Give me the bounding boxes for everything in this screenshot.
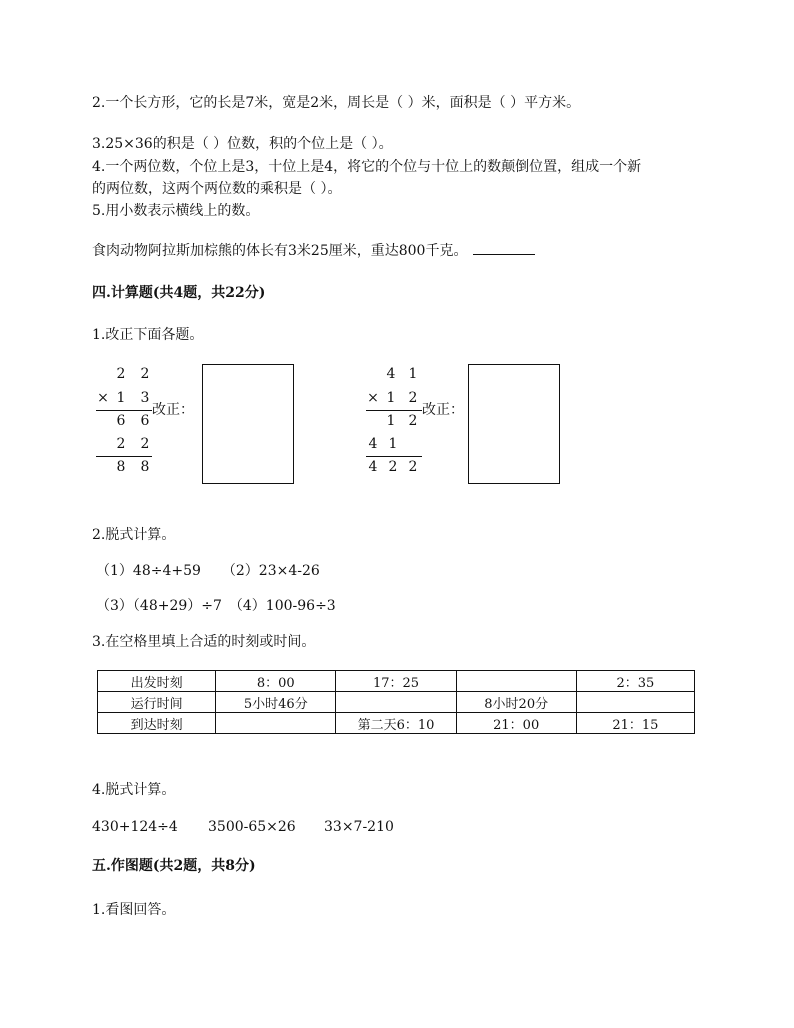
table-row bbox=[98, 692, 695, 713]
calc-b-answer-box[interactable] bbox=[468, 364, 560, 484]
calc-a-r4-d2: 2 bbox=[140, 436, 150, 452]
c2-line1: （1）48÷4+59 （2）23×4-26 bbox=[96, 563, 320, 579]
c4-item-3: 33×7-210 bbox=[324, 819, 394, 835]
calc-b-r5-d1: 4 bbox=[368, 459, 378, 475]
calc-b-r5-d3: 2 bbox=[408, 459, 418, 475]
calc-a-r3-d1: 6 bbox=[116, 413, 126, 429]
c1-title: 1.改正下面各题。 bbox=[92, 327, 204, 343]
q2-text: 2.一个长方形，它的长是7米，宽是2米，周长是（ ）米，面积是（ ）平方米。 bbox=[92, 95, 581, 111]
q5-sentence bbox=[92, 240, 535, 260]
table-cell: 8小时20分 bbox=[456, 692, 576, 713]
table-cell: 第二天6：10 bbox=[336, 713, 456, 734]
table-cell: 运行时间 bbox=[98, 692, 216, 713]
calc-b-line-1 bbox=[366, 410, 422, 411]
table-cell: 21：00 bbox=[456, 713, 576, 734]
c4-title: 4.脱式计算。 bbox=[92, 782, 176, 798]
d1-title: 1.看图回答。 bbox=[92, 902, 176, 918]
table-cell: 21：15 bbox=[576, 713, 694, 734]
q4-text-line1: 4.一个两位数，个位上是3，十位上是4，将它的个位与十位上的数颠倒位置，组成一个新 bbox=[92, 159, 642, 175]
section-5-title: 五.作图题(共2题，共8分) bbox=[92, 858, 256, 874]
table-cell: 5小时46分 bbox=[216, 692, 336, 713]
calc-a-line-2 bbox=[96, 456, 152, 457]
table-cell: 到达时刻 bbox=[98, 713, 216, 734]
calc-a-answer-box[interactable] bbox=[202, 364, 294, 484]
calc-a-r1-d2: 2 bbox=[140, 366, 150, 382]
calc-b-times: × bbox=[367, 390, 379, 406]
answer-blank[interactable] bbox=[473, 240, 535, 255]
c4-item-2: 3500-65×26 bbox=[208, 819, 296, 835]
calc-b-fix-label: 改正： bbox=[422, 402, 464, 418]
calc-a-r5-d2: 8 bbox=[140, 459, 150, 475]
q3-text: 3.25×36的积是（ ）位数，积的个位上是（ ）。 bbox=[92, 136, 393, 152]
table-cell[interactable] bbox=[456, 671, 576, 692]
q5-sentence-text: 食肉动物阿拉斯加棕熊的体长有3米25厘米，重达800千克。 bbox=[92, 243, 468, 259]
table-cell[interactable] bbox=[216, 713, 336, 734]
vertical-calc-b bbox=[366, 366, 426, 476]
calc-b-r3-d1: 1 bbox=[386, 413, 396, 429]
calc-b-r1-d2: 1 bbox=[408, 366, 418, 382]
calc-a-r2-d1: 1 bbox=[116, 390, 126, 406]
calc-a-r1-d1: 2 bbox=[116, 366, 126, 382]
calc-a-r4-d1: 2 bbox=[116, 436, 126, 452]
c4-item-1: 430+124÷4 bbox=[92, 819, 178, 835]
table-cell[interactable] bbox=[336, 692, 456, 713]
calc-b-r4-d2: 1 bbox=[388, 436, 398, 452]
calc-b-r3-d2: 2 bbox=[408, 413, 418, 429]
calc-b-line-2 bbox=[366, 456, 422, 457]
vertical-calc-a bbox=[96, 366, 156, 476]
table-row bbox=[98, 713, 695, 734]
section-4-title: 四.计算题(共4题，共22分) bbox=[92, 285, 266, 301]
calc-a-times: × bbox=[97, 390, 109, 406]
table-cell: 2：35 bbox=[576, 671, 694, 692]
c2-title: 2.脱式计算。 bbox=[92, 527, 176, 543]
calc-a-fix-label: 改正： bbox=[152, 402, 194, 418]
table-cell: 出发时刻 bbox=[98, 671, 216, 692]
calc-a-r2-d2: 3 bbox=[140, 390, 150, 406]
table-cell: 8：00 bbox=[216, 671, 336, 692]
table-row bbox=[98, 671, 695, 692]
table-cell[interactable] bbox=[576, 692, 694, 713]
calc-a-line-1 bbox=[96, 410, 152, 411]
time-table bbox=[97, 670, 695, 734]
c2-line2: （3）（48+29）÷7 （4）100-96÷3 bbox=[96, 598, 336, 614]
calc-a-r3-d2: 6 bbox=[140, 413, 150, 429]
calc-a-r5-d1: 8 bbox=[116, 459, 126, 475]
calc-b-r2-d2: 2 bbox=[408, 390, 418, 406]
c3-title: 3.在空格里填上合适的时刻或时间。 bbox=[92, 634, 316, 650]
q4-text-line2: 的两位数，这两个两位数的乘积是（ ）。 bbox=[92, 181, 342, 197]
q5-text: 5.用小数表示横线上的数。 bbox=[92, 203, 260, 219]
table-cell: 17：25 bbox=[336, 671, 456, 692]
calc-b-r4-d1: 4 bbox=[368, 436, 378, 452]
calc-b-r1-d1: 4 bbox=[386, 366, 396, 382]
calc-b-r5-d2: 2 bbox=[388, 459, 398, 475]
calc-b-r2-d1: 1 bbox=[386, 390, 396, 406]
